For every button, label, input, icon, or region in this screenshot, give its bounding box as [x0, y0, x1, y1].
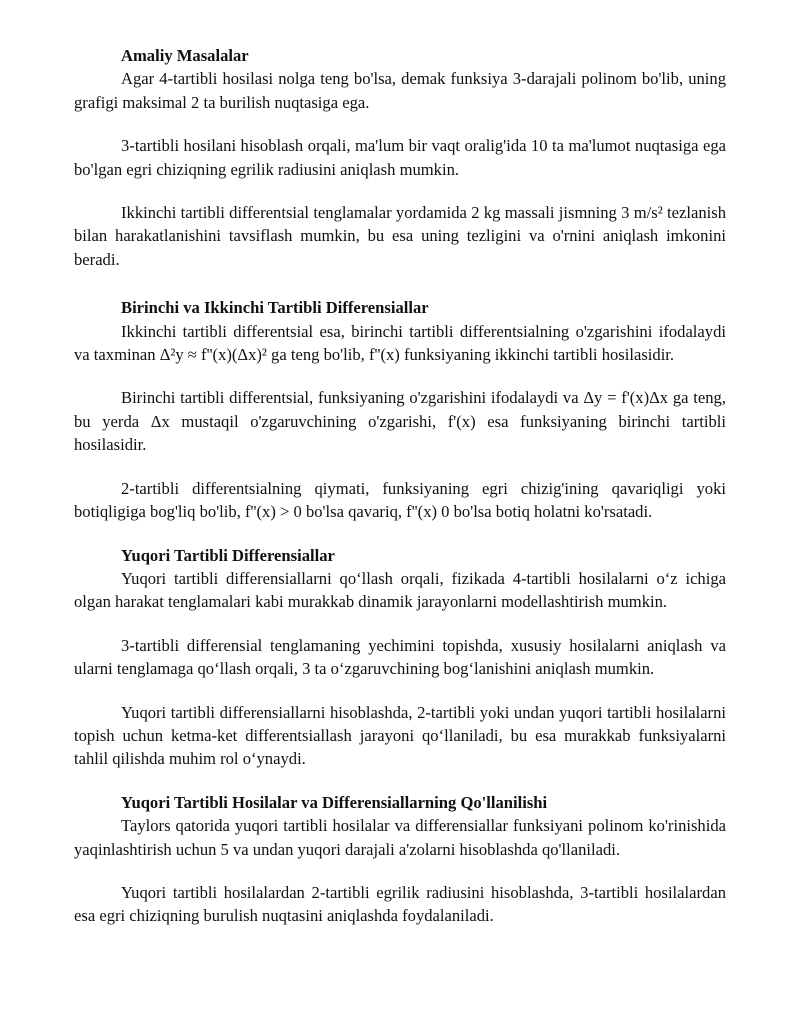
- section-heading: Amaliy Masalalar: [121, 46, 249, 65]
- section-amaliy-masalalar: [74, 44, 726, 271]
- paragraph: Ikkinchi tartibli differentsial esa, birinchi tartibli differentsialning o'zgarishini ifodalaydi va taxminan Δ²y ≈ f''(x)(Δx)² ga teng bo'lib, f''(x) funksiyaning ikkinchi tartibli hosilasidir.: [74, 321, 726, 365]
- document-page: [74, 44, 726, 948]
- paragraph: Yuqori tartibli hosilalardan 2-tartibli egrilik radiusini hisoblashda, 3-tartibli hosilalardan esa egri chiziqning burulish nuqtasini aniqlashda foydalaniladi.: [74, 882, 726, 926]
- paragraph: Taylors qatorida yuqori tartibli hosilalar va differensiallar funksiyani polinom ko'rinishida yaqinlashtirish uchun 5 va undan yuqori darajali a'zolarni hisoblashda qo'llaniladi.: [74, 816, 726, 859]
- section-heading: Birinchi va Ikkinchi Tartibli Differensiallar: [121, 298, 429, 318]
- paragraph: 2-tartibli differentsialning qiymati, funksiyaning egri chizig'ining qavariqligi yoki botiqligiga bog'liq bo'lib, f''(x) > 0 bo'lsa qavariq, f''(x) 0 bo'lsa botiq holatni ko'rsatadi.: [74, 478, 726, 522]
- section-yuqori-differensiallar: [74, 544, 726, 771]
- section-heading: Yuqori Tartibli Hosilalar va Differensiallarning Qo'llanilishi: [121, 792, 548, 812]
- section-birinchi-ikkinchi: [74, 296, 726, 523]
- section-heading: Yuqori Tartibli Differensiallar: [121, 545, 335, 565]
- paragraph: Yuqori tartibli differensiallarni hisoblashda, 2-tartibli yoki undan yuqori tartibli hosilalarni topish uchun ketma-ket differentsiallash jarayoni qo‘llaniladi, bu esa murakkab funksiyalarni tahlil qilishda muhim rol o‘ynaydi.: [74, 702, 726, 769]
- paragraph: Yuqori tartibli differensiallarni qo‘llash orqali, fizikada 4-tartibli hosilalarni o‘z ichiga olgan harakat tenglamalari kabi murakkab dinamik jarayonlarni modellashtirish mumkin.: [74, 568, 726, 612]
- paragraph: 3-tartibli differensial tenglamaning yechimini topishda, xususiy hosilalarni aniqlash va ularni tenglamaga qo‘llash orqali, 3 ta o‘zgaruvchining bog‘lanishini aniqlash mumkin.: [74, 635, 726, 679]
- paragraph: Ikkinchi tartibli differentsial tenglamalar yordamida 2 kg massali jismning 3 m/s² tezlanish bilan harakatlanishini tavsiflash mumkin, bu esa uning tezligini va o'rnini aniqlash imkonini beradi.: [74, 203, 726, 269]
- paragraph: 3-tartibli hosilani hisoblash orqali, ma'lum bir vaqt oralig'ida 10 ta ma'lumot nuqtasiga ega bo'lgan egri chiziqning egrilik radiusini aniqlash mumkin.: [74, 136, 726, 179]
- paragraph: Birinchi tartibli differentsial, funksiyaning o'zgarishini ifodalaydi va Δy = f'(x)Δx ga teng, bu yerda Δx mustaqil o'zgaruvchining o'zgarishi, f'(x) esa funksiyaning birinchi tartibli hosilasidir.: [74, 388, 726, 455]
- section-yuqori-hosilalar-qollanilishi: [74, 791, 726, 928]
- paragraph: Agar 4-tartibli hosilasi nolga teng bo'lsa, demak funksiya 3-darajali polinom bo'lib, uning grafigi maksimal 2 ta burilish nuqtasiga ega.: [74, 69, 726, 112]
